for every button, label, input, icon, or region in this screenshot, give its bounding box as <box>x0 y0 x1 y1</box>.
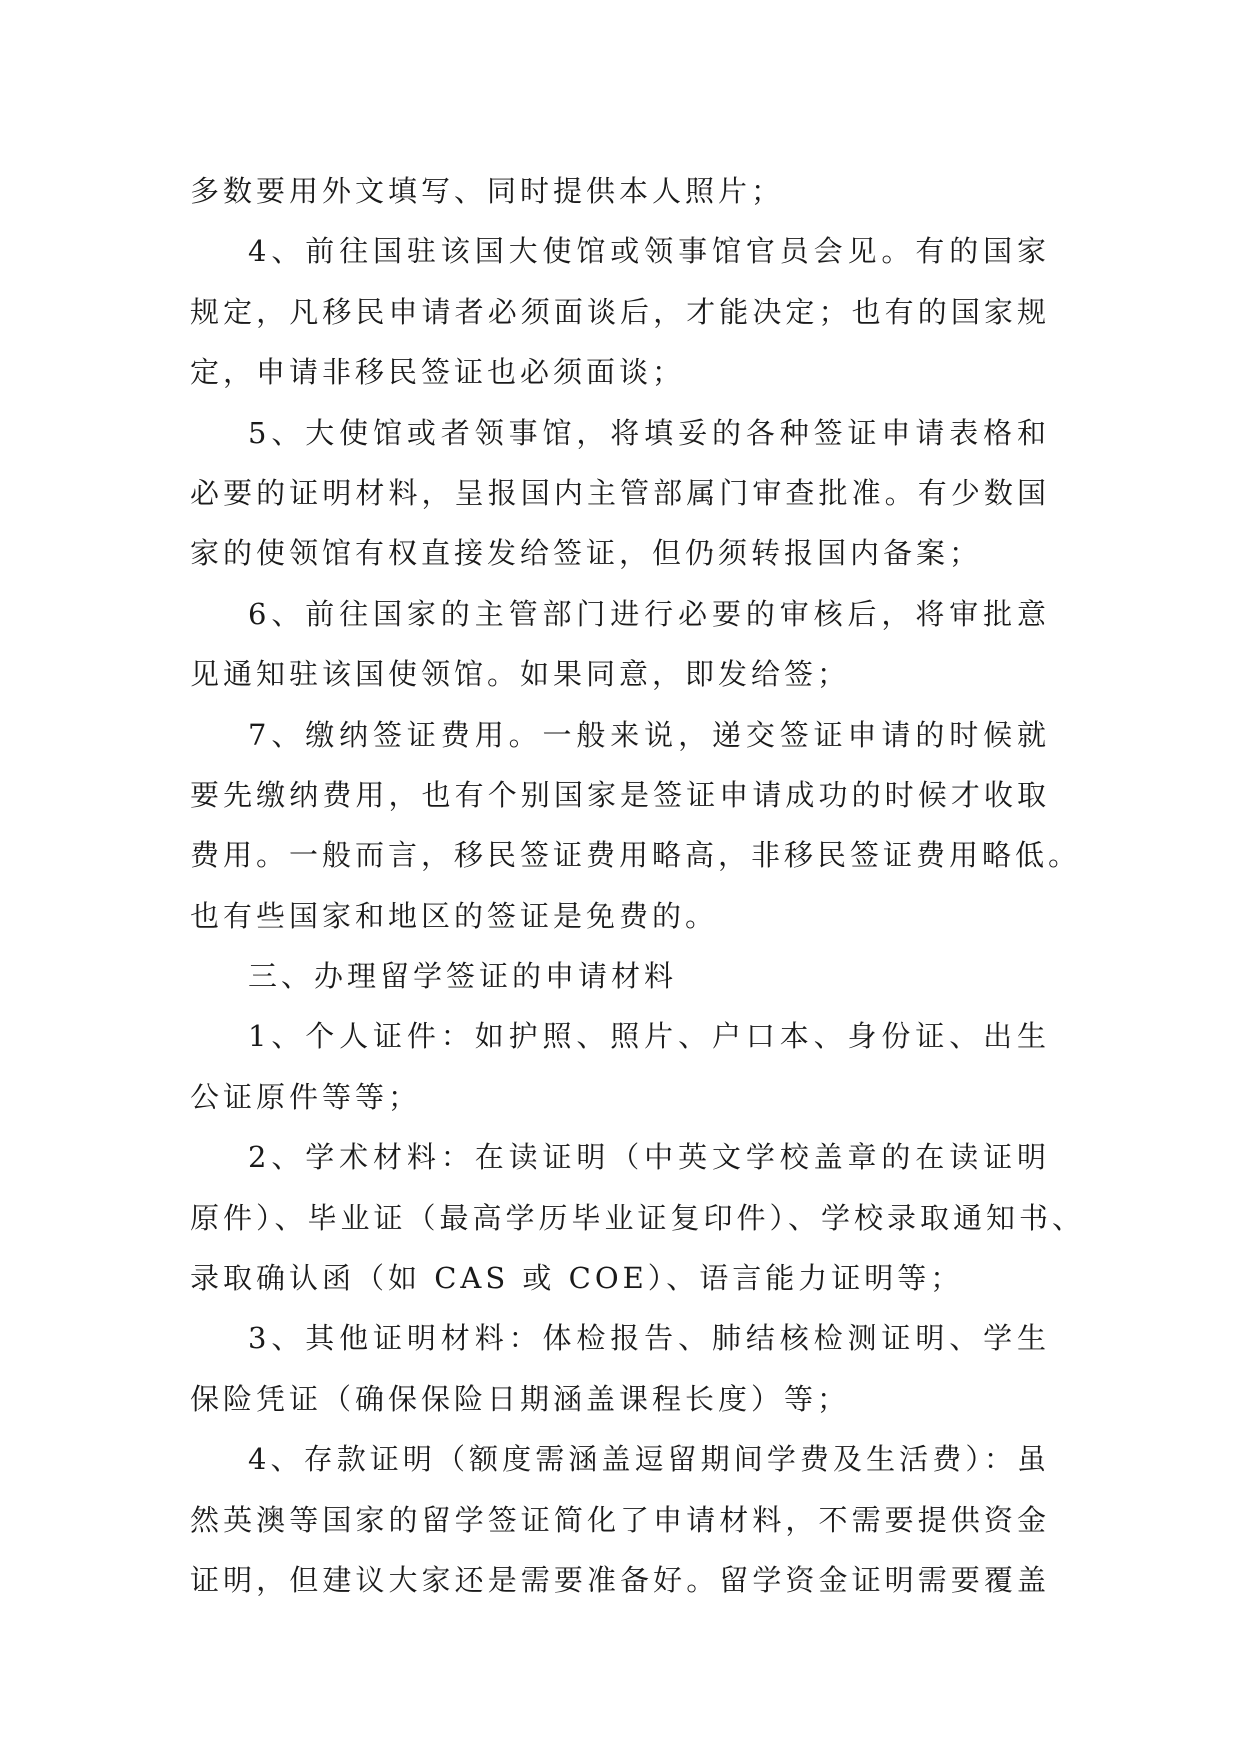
text-line: 1、个人证件：如护照、照片、户口本、身份证、出生 <box>248 1019 1050 1054</box>
text-line: 家的使领馆有权直接发给签证，但仍须转报国内备案； <box>190 536 983 571</box>
text-line: 然英澳等国家的留学签证简化了申请材料，不需要提供资金 <box>190 1502 1050 1537</box>
text-line: 录取确认函（如 CAS 或 COE）、语言能力证明等； <box>190 1261 964 1296</box>
text-line: 5、大使馆或者领事馆，将填妥的各种签证申请表格和 <box>248 415 1050 450</box>
text-line: 见通知驻该国使领馆。如果同意，即发给签； <box>190 657 851 692</box>
text-line: 必要的证明材料，呈报国内主管部属门审查批准。有少数国 <box>190 475 1050 510</box>
text-line: 原件）、毕业证（最高学历毕业证复印件）、学校录取通知书、 <box>190 1200 1086 1235</box>
text-line: 公证原件等等； <box>190 1079 422 1114</box>
text-line: 要先缴纳费用，也有个别国家是签证申请成功的时候才收取 <box>190 777 1050 812</box>
text-line: 定，申请非移民签证也必须面谈； <box>190 355 686 390</box>
document-body <box>190 161 1086 1610</box>
text-line: 保险凭证（确保保险日期涵盖课程长度）等； <box>190 1381 851 1416</box>
text-line: 7、缴纳签证费用。一般来说，递交签证申请的时候就 <box>248 717 1050 752</box>
text-line: 证明，但建议大家还是需要准备好。留学资金证明需要覆盖 <box>190 1562 1050 1597</box>
text-line: 6、前往国家的主管部门进行必要的审核后，将审批意 <box>248 596 1050 631</box>
text-line: 4、存款证明（额度需涵盖逗留期间学费及生活费）：虽 <box>248 1442 1050 1477</box>
text-line: 规定，凡移民申请者必须面谈后，才能决定；也有的国家规 <box>190 294 1050 329</box>
text-line: 2、学术材料：在读证明（中英文学校盖章的在读证明 <box>248 1140 1050 1175</box>
text-line: 也有些国家和地区的签证是免费的。 <box>190 898 719 933</box>
text-line: 费用。一般而言，移民签证费用略高，非移民签证费用略低。 <box>190 838 1082 873</box>
text-line: 4、前往国驻该国大使馆或领事馆官员会见。有的国家 <box>248 234 1050 269</box>
text-line: 3、其他证明材料：体检报告、肺结核检测证明、学生 <box>248 1321 1050 1356</box>
text-line: 多数要用外文填写、同时提供本人照片； <box>190 174 785 208</box>
text-line: 三、办理留学签证的申请材料 <box>248 959 678 994</box>
